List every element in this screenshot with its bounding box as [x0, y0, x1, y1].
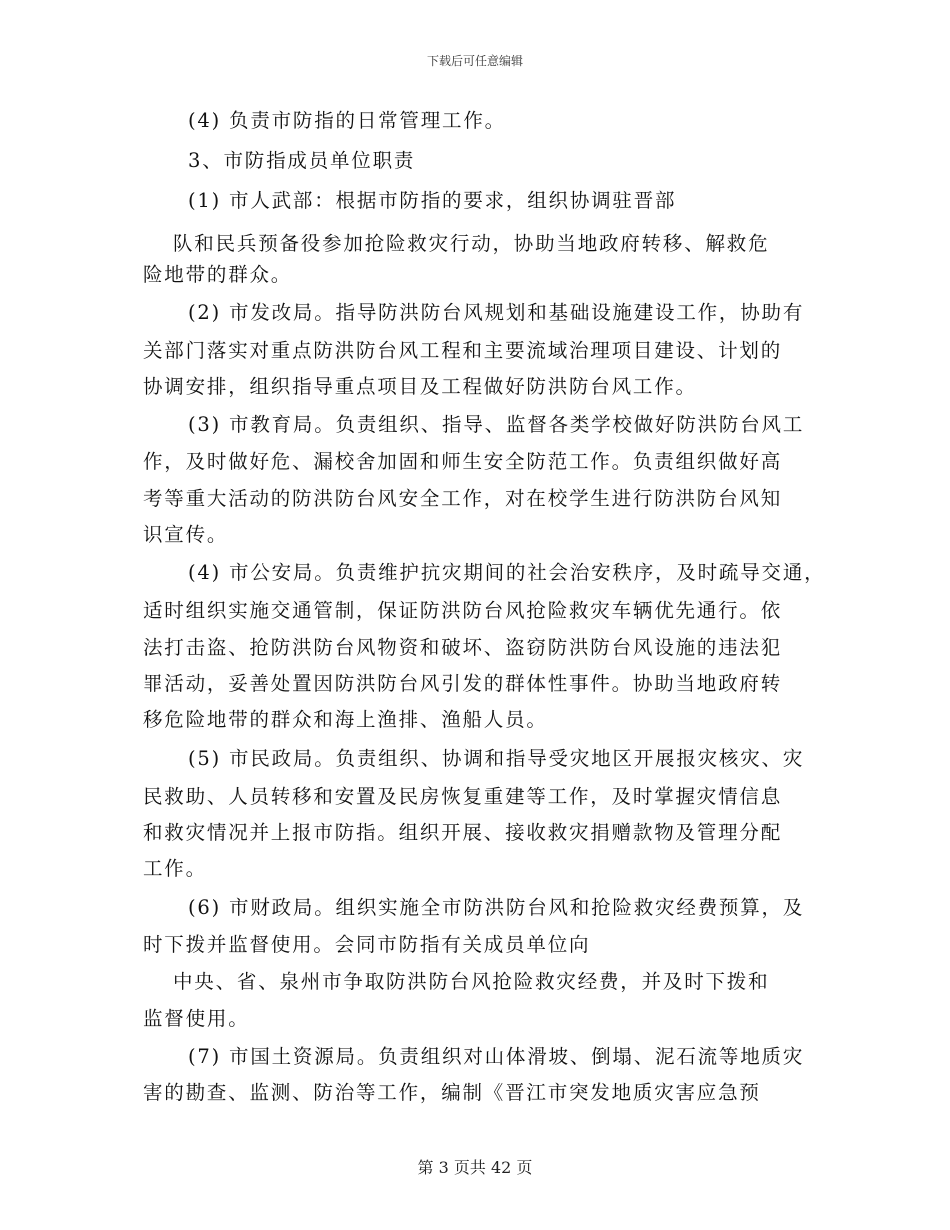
text-line: 民救助、人员转移和安置及民房恢复重建等工作，及时掌握灾情信息 [143, 785, 783, 808]
text-line: 作，及时做好危、漏校舍加固和师生安全防范工作。负责组织做好高 [143, 450, 783, 473]
text-line: 适时组织实施交通管制，保证防洪防台风抢险救灾车辆优先通行。依 [143, 599, 783, 622]
page-header: 下载后可任意编辑 [426, 54, 523, 68]
text-line: 法打击盗、抢防洪防台风物资和破坏、盗窃防洪防台风设施的违法犯 [143, 636, 783, 659]
text-line: 监督使用。 [143, 1007, 250, 1030]
text-line: 队和民兵预备役参加抢险救灾行动，协助当地政府转移、解救危 [173, 232, 770, 255]
text-line: (4) 负责市防指的日常管理工作。 [188, 109, 506, 132]
text-line: 工作。 [143, 857, 207, 880]
text-line: (3) 市教育局。负责组织、指导、监督各类学校做好防洪防台风工 [188, 413, 805, 436]
text-line: 关部门落实对重点防洪防台风工程和主要流域治理项目建设、计划的 [143, 339, 783, 362]
text-line: 识宣传。 [143, 523, 229, 546]
text-line: (5) 市民政局。负责组织、协调和指导受灾地区开展报灾核灾、灾 [188, 747, 805, 770]
text-line: 考等重大活动的防洪防台风安全工作，对在校学生进行防洪防台风知 [143, 487, 783, 510]
text-line: 移危险地带的群众和海上渔排、渔船人员。 [143, 708, 548, 731]
text-line: 和救灾情况并上报市防指。组织开展、接收救灾捐赠款物及管理分配 [143, 821, 783, 844]
text-line: (7) 市国土资源局。负责组织对山体滑坡、倒塌、泥石流等地质灾 [188, 1045, 805, 1068]
text-line: (2) 市发改局。指导防洪防台风规划和基础设施建设工作，协助有 [188, 301, 805, 324]
text-line: 中央、省、泉州市争取防洪防台风抢险救灾经费，并及时下拨和 [173, 970, 770, 993]
text-line: (4) 市公安局。负责维护抗灾期间的社会治安秩序，及时疏导交通， [188, 561, 826, 584]
text-line: 3、市防指成员单位职责 [188, 149, 416, 172]
text-line: 罪活动，妥善处置因防洪防台风引发的群体性事件。协助当地政府转 [143, 672, 783, 695]
text-line: 害的勘查、监测、防治等工作，编制《晋江市突发地质灾害应急预 [143, 1081, 761, 1104]
text-line: (1) 市人武部：根据市防指的要求，组织协调驻晋部 [188, 189, 677, 212]
page-footer: 第 3 页共 42 页 [417, 1158, 533, 1177]
text-line: 协调安排，组织指导重点项目及工程做好防洪防台风工作。 [143, 375, 697, 398]
text-line: (6) 市财政局。组织实施全市防洪防台风和抢险救灾经费预算，及 [188, 896, 805, 919]
text-line: 险地带的群众。 [143, 263, 293, 286]
text-line: 时下拨并监督使用。会同市防指有关成员单位向 [143, 933, 591, 956]
